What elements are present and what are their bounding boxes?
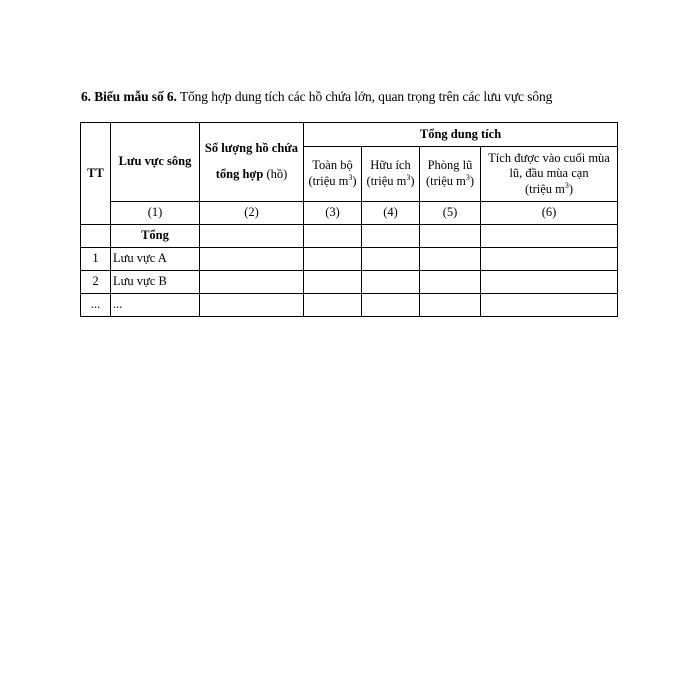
header-tt: TT bbox=[81, 123, 111, 225]
empty-cell bbox=[420, 271, 481, 294]
header-so-luong-bold: tổng hợp bbox=[215, 167, 264, 181]
header-toan-bo-unit: (triệu m bbox=[308, 174, 349, 188]
column-number-row bbox=[81, 202, 618, 225]
unit-close: ) bbox=[568, 181, 574, 196]
unit-close: ) bbox=[352, 174, 357, 188]
col-number-5: (5) bbox=[420, 202, 481, 225]
header-phong-lu-unit: (triệu m bbox=[425, 174, 466, 188]
header-tich-line1: Tích được vào cuối mùa bbox=[488, 150, 610, 165]
col-number-4: (4) bbox=[362, 202, 420, 225]
header-toan-bo bbox=[304, 147, 362, 202]
total-cell-2 bbox=[200, 225, 304, 248]
empty-cell bbox=[304, 248, 362, 271]
heading-form-title: Tổng hợp dung tích các hồ chứa lớn, quan trọng trên các lưu vực sông bbox=[176, 89, 553, 104]
unit-close: ) bbox=[410, 174, 415, 188]
col-number-2: (2) bbox=[200, 202, 304, 225]
total-label: Tổng bbox=[111, 225, 200, 248]
unit-superscript: 3 bbox=[406, 172, 411, 182]
empty-cell bbox=[362, 248, 420, 271]
empty-cell bbox=[481, 271, 618, 294]
header-huu-ich-unit: (triệu m bbox=[366, 174, 407, 188]
header-phong-lu-label: Phòng lũ bbox=[427, 158, 473, 173]
form-heading bbox=[81, 89, 641, 105]
row-basin-name: Lưu vực B bbox=[111, 271, 200, 294]
row-tt: 1 bbox=[81, 248, 111, 271]
total-cell-5 bbox=[420, 225, 481, 248]
unit-superscript: 3 bbox=[348, 172, 353, 182]
total-cell-3 bbox=[304, 225, 362, 248]
col-number-3: (3) bbox=[304, 202, 362, 225]
heading-form-number: 6. Biểu mẫu số 6. bbox=[81, 89, 177, 104]
row-tt: ... bbox=[81, 294, 111, 317]
table-row bbox=[81, 294, 618, 317]
empty-cell bbox=[481, 248, 618, 271]
empty-cell bbox=[200, 271, 304, 294]
header-row-1 bbox=[81, 123, 618, 147]
header-huu-ich bbox=[362, 147, 420, 202]
header-huu-ich-label: Hữu ích bbox=[370, 158, 411, 173]
table-row bbox=[81, 271, 618, 294]
header-so-luong-line1: Số lượng hồ chứa bbox=[204, 141, 299, 156]
total-tt-cell bbox=[81, 225, 111, 248]
empty-cell bbox=[362, 271, 420, 294]
col-number-6: (6) bbox=[481, 202, 618, 225]
row-basin-name: ... bbox=[111, 294, 200, 317]
table-row bbox=[81, 248, 618, 271]
row-tt: 2 bbox=[81, 271, 111, 294]
total-cell-4 bbox=[362, 225, 420, 248]
unit-close: ) bbox=[469, 174, 475, 188]
unit-superscript: 3 bbox=[465, 172, 470, 182]
empty-cell bbox=[200, 248, 304, 271]
total-row bbox=[81, 225, 618, 248]
empty-cell bbox=[420, 248, 481, 271]
header-tich-unit: (triệu m bbox=[524, 181, 565, 196]
empty-cell bbox=[304, 271, 362, 294]
empty-cell bbox=[420, 294, 481, 317]
header-so-luong-ho-chua bbox=[200, 123, 304, 202]
empty-cell bbox=[200, 294, 304, 317]
empty-cell bbox=[481, 294, 618, 317]
reservoir-capacity-table bbox=[80, 122, 618, 317]
empty-cell bbox=[304, 294, 362, 317]
row-basin-name: Lưu vực A bbox=[111, 248, 200, 271]
header-phong-lu bbox=[420, 147, 481, 202]
header-luu-vuc-song: Lưu vực sông bbox=[111, 123, 200, 202]
empty-cell bbox=[362, 294, 420, 317]
header-tich-line2: lũ, đầu mùa cạn bbox=[509, 166, 589, 181]
total-cell-6 bbox=[481, 225, 618, 248]
header-so-luong-unit: (hồ) bbox=[263, 167, 288, 181]
header-toan-bo-label: Toàn bộ bbox=[312, 158, 353, 173]
unit-superscript: 3 bbox=[564, 180, 569, 190]
header-tich-duoc bbox=[481, 147, 618, 202]
header-tong-dung-tich: Tổng dung tích bbox=[304, 123, 618, 147]
col-number-1: (1) bbox=[111, 202, 200, 225]
